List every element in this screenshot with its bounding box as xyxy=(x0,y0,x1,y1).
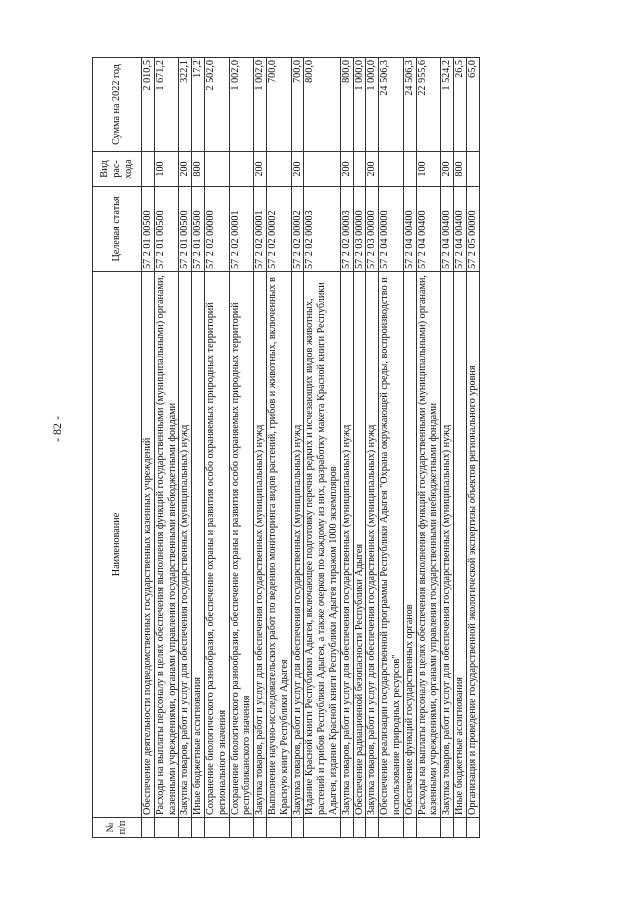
cell-name: Выполнение научно-исследовательских работ по ведению мониторинга видов растений, грибов и животных, включенных в Красную книгу Республики Адыгея xyxy=(266,272,291,818)
table-body xyxy=(142,58,480,838)
cell-code: 57 2 04 00400 xyxy=(416,187,441,272)
cell-name: Организация и проведение государственной экологической экспертизы объектов регионального уровня xyxy=(466,272,479,818)
cell-sum: 800,0 xyxy=(340,58,353,152)
cell-code: 57 2 01 00500 xyxy=(142,187,155,272)
table-row xyxy=(266,58,291,838)
table-row xyxy=(154,58,179,838)
cell-name: Закупка товаров, работ и услуг для обеспечения государственных (муниципальных) нужд xyxy=(366,272,379,818)
header-type: Вид рас-хода xyxy=(93,152,142,187)
cell-name: Закупка товаров, работ и услуг для обеспечения государственных (муниципальных) нужд xyxy=(254,272,267,818)
cell-type xyxy=(266,152,291,187)
cell-code: 57 2 03 00000 xyxy=(353,187,366,272)
budget-table xyxy=(92,57,480,838)
cell-code: 57 2 05 00000 xyxy=(466,187,479,272)
cell-num xyxy=(179,818,192,838)
cell-name: Иные бюджетные ассигнования xyxy=(192,272,205,818)
header-name: Наименование xyxy=(93,272,142,818)
cell-code: 57 2 04 00400 xyxy=(441,187,454,272)
cell-name: Расходы на выплаты персоналу в целях обеспечения выполнения функций государственными (муниципальными) органами, казенными учреждениями, органами управления государственными внебюджетными фондами xyxy=(416,272,441,818)
cell-code: 57 2 04 00400 xyxy=(403,187,416,272)
cell-name: Обеспечение радиационной безопасности Республики Адыгея xyxy=(353,272,366,818)
cell-num xyxy=(366,818,379,838)
cell-name: Обеспечение функций государственных органов xyxy=(403,272,416,818)
cell-num xyxy=(254,818,267,838)
cell-type: 100 xyxy=(154,152,179,187)
table-row xyxy=(403,58,416,838)
cell-name: Обеспечение деятельности подведомственных государственных казенных учреждений xyxy=(142,272,155,818)
table-row xyxy=(379,58,404,838)
cell-num xyxy=(304,818,340,838)
table-row xyxy=(453,58,466,838)
cell-num xyxy=(453,818,466,838)
cell-sum: 17,2 xyxy=(192,58,205,152)
cell-num xyxy=(266,818,291,838)
cell-type xyxy=(403,152,416,187)
cell-name: Сохранение биологического разнообразия, обеспечение охраны и развития особо охраняемых природных территорий регионального значения xyxy=(204,272,229,818)
cell-type: 200 xyxy=(291,152,304,187)
table-row xyxy=(254,58,267,838)
table-row xyxy=(192,58,205,838)
table-row xyxy=(340,58,353,838)
cell-type xyxy=(142,152,155,187)
cell-num xyxy=(441,818,454,838)
cell-type: 200 xyxy=(179,152,192,187)
table-row xyxy=(353,58,366,838)
table-row xyxy=(466,58,479,838)
cell-code: 57 2 01 00500 xyxy=(179,187,192,272)
cell-sum: 1 002,0 xyxy=(229,58,254,152)
cell-name: Закупка товаров, работ и услуг для обеспечения государственных (муниципальных) нужд xyxy=(441,272,454,818)
header-sum: Сумма на 2022 год xyxy=(93,58,142,152)
cell-name: Закупка товаров, работ и услуг для обеспечения государственных (муниципальных) нужд xyxy=(291,272,304,818)
table-header-row xyxy=(93,58,142,838)
cell-code: 57 2 02 00003 xyxy=(340,187,353,272)
cell-type: 200 xyxy=(340,152,353,187)
cell-code: 57 2 02 00003 xyxy=(304,187,340,272)
cell-name: Иные бюджетные ассигнования xyxy=(453,272,466,818)
table-row xyxy=(229,58,254,838)
cell-num xyxy=(340,818,353,838)
table-row xyxy=(142,58,155,838)
cell-sum: 700,0 xyxy=(266,58,291,152)
cell-code: 57 2 02 00001 xyxy=(254,187,267,272)
cell-type: 200 xyxy=(441,152,454,187)
table-row xyxy=(304,58,340,838)
cell-code: 57 2 02 00000 xyxy=(204,187,229,272)
cell-num xyxy=(379,818,404,838)
cell-name: Расходы на выплаты персоналу в целях обеспечения выполнения функций государственными (муниципальными) органами, казенными учреждениями, органами управления государственными внебюджетными фондами xyxy=(154,272,179,818)
cell-sum: 322,1 xyxy=(179,58,192,152)
cell-sum: 22 955,6 xyxy=(416,58,441,152)
cell-type xyxy=(304,152,340,187)
cell-code: 57 2 01 00500 xyxy=(154,187,179,272)
table-row xyxy=(441,58,454,838)
cell-num xyxy=(353,818,366,838)
cell-type: 800 xyxy=(192,152,205,187)
cell-type xyxy=(204,152,229,187)
cell-num xyxy=(416,818,441,838)
cell-num xyxy=(154,818,179,838)
cell-name: Обеспечение реализации государственной программы Республики Адыгея "Охрана окружающей среды, воспроизводство и использование природных ресурсов" xyxy=(379,272,404,818)
cell-code: 57 2 04 00000 xyxy=(379,187,404,272)
header-num: № п/п xyxy=(93,818,142,838)
cell-num xyxy=(229,818,254,838)
cell-sum: 1 002,0 xyxy=(254,58,267,152)
cell-num xyxy=(291,818,304,838)
cell-type xyxy=(466,152,479,187)
cell-name: Издание Красной книги Республики Адыгея, включающее подготовку перечня редких и исчезающих видов животных, растений и грибов Республики Адыгея, а также очерков по каждому из них, разработку макета Красной книги Республики Адыгея, издание Красной книги Республики Адыгея тиражом 1000 экземпляров xyxy=(304,272,340,818)
cell-code: 57 2 01 00500 xyxy=(192,187,205,272)
table-row xyxy=(366,58,379,838)
header-code: Целевая статья xyxy=(93,187,142,272)
cell-sum: 1 524,2 xyxy=(441,58,454,152)
cell-code: 57 2 02 00001 xyxy=(229,187,254,272)
cell-num xyxy=(403,818,416,838)
cell-sum: 800,0 xyxy=(304,58,340,152)
cell-code: 57 2 02 00002 xyxy=(291,187,304,272)
cell-sum: 26,5 xyxy=(453,58,466,152)
cell-num xyxy=(466,818,479,838)
cell-name: Закупка товаров, работ и услуг для обеспечения государственных (муниципальных) нужд xyxy=(340,272,353,818)
cell-name: Сохранение биологического разнообразия, обеспечение охраны и развития особо охраняемых природных территорий республиканского значения xyxy=(229,272,254,818)
cell-sum: 2 010,5 xyxy=(142,58,155,152)
cell-num xyxy=(204,818,229,838)
cell-type: 800 xyxy=(453,152,466,187)
page-number: - 82 - xyxy=(50,416,64,442)
cell-sum: 24 506,3 xyxy=(403,58,416,152)
table-row xyxy=(291,58,304,838)
cell-type: 100 xyxy=(416,152,441,187)
cell-sum: 2 502,0 xyxy=(204,58,229,152)
rotated-table-container xyxy=(92,58,577,838)
cell-sum: 1 671,2 xyxy=(154,58,179,152)
cell-type xyxy=(353,152,366,187)
cell-type: 200 xyxy=(254,152,267,187)
cell-sum: 700,0 xyxy=(291,58,304,152)
cell-sum: 1 000,0 xyxy=(366,58,379,152)
cell-code: 57 2 03 00000 xyxy=(366,187,379,272)
cell-type xyxy=(229,152,254,187)
cell-name: Закупка товаров, работ и услуг для обеспечения государственных (муниципальных) нужд xyxy=(179,272,192,818)
cell-code: 57 2 02 00002 xyxy=(266,187,291,272)
cell-sum: 1 000,0 xyxy=(353,58,366,152)
cell-sum: 65,0 xyxy=(466,58,479,152)
table-row xyxy=(204,58,229,838)
cell-num xyxy=(192,818,205,838)
cell-sum: 24 506,3 xyxy=(379,58,404,152)
table-row xyxy=(416,58,441,838)
cell-code: 57 2 04 00400 xyxy=(453,187,466,272)
cell-num xyxy=(142,818,155,838)
cell-type: 200 xyxy=(366,152,379,187)
cell-type xyxy=(379,152,404,187)
table-row xyxy=(179,58,192,838)
